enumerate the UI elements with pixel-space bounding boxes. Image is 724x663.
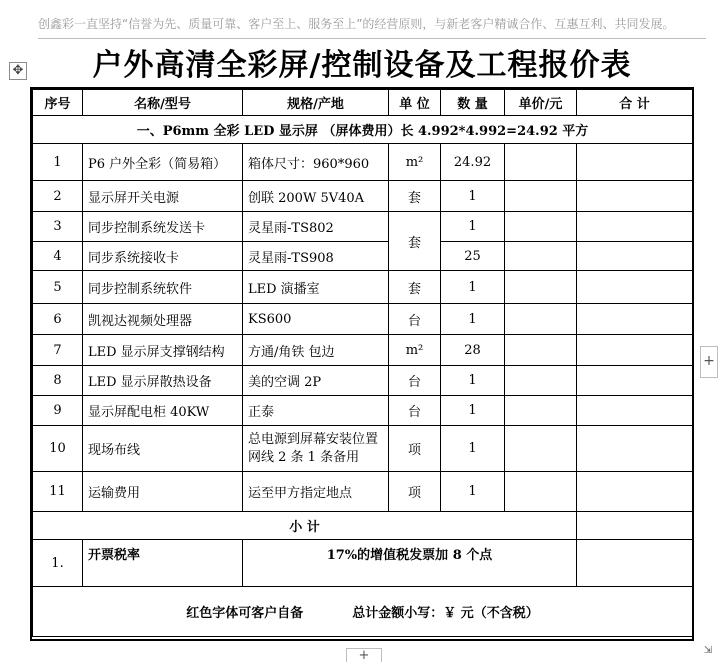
cell-spec: 正泰 bbox=[243, 396, 389, 426]
cell-price[interactable] bbox=[505, 271, 577, 304]
cell-price[interactable] bbox=[505, 472, 577, 512]
cell-qty: 1 bbox=[441, 366, 505, 396]
cell-unit: 项 bbox=[389, 472, 441, 512]
tax-no: 1. bbox=[33, 540, 83, 587]
cell-spec: LED 演播室 bbox=[243, 271, 389, 304]
cell-price[interactable] bbox=[505, 144, 577, 181]
subtotal-label: 小 计 bbox=[33, 512, 577, 540]
table-header-row bbox=[33, 90, 693, 116]
table-row bbox=[33, 144, 693, 181]
header-cell-unit: 单 位 bbox=[389, 90, 441, 116]
document-title: 户外高清全彩屏/控制设备及工程报价表 bbox=[92, 48, 632, 83]
table-row bbox=[33, 472, 693, 512]
cell-no: 11 bbox=[33, 472, 83, 512]
cell-unit: 台 bbox=[389, 366, 441, 396]
cell-name: 同步系统接收卡 bbox=[83, 242, 243, 271]
cell-name: 现场布线 bbox=[83, 426, 243, 472]
cell-total[interactable] bbox=[577, 335, 693, 366]
footer-row bbox=[33, 587, 693, 637]
cell-total[interactable] bbox=[577, 271, 693, 304]
cell-spec: 美的空调 2P bbox=[243, 366, 389, 396]
header-divider bbox=[38, 38, 706, 39]
cell-spec: 总电源到屏幕安装位置 网线 2 条 1 条备用 bbox=[243, 426, 389, 472]
cell-name: 同步控制系统发送卡 bbox=[83, 212, 243, 242]
cell-total[interactable] bbox=[577, 181, 693, 212]
cell-unit: 套 bbox=[389, 271, 441, 304]
cell-total[interactable] bbox=[577, 212, 693, 242]
cell-price[interactable] bbox=[505, 366, 577, 396]
cell-price[interactable] bbox=[505, 242, 577, 271]
cell-unit: 项 bbox=[389, 426, 441, 472]
cell-qty: 1 bbox=[441, 304, 505, 335]
cell-price[interactable] bbox=[505, 335, 577, 366]
cell-total[interactable] bbox=[577, 144, 693, 181]
cell-total[interactable] bbox=[577, 242, 693, 271]
cell-no: 7 bbox=[33, 335, 83, 366]
table-row bbox=[33, 396, 693, 426]
tax-label: 开票税率 bbox=[83, 540, 243, 587]
table-resize-corner-icon[interactable]: ⇲ bbox=[703, 645, 713, 656]
cell-unit: 套 bbox=[389, 181, 441, 212]
tax-value[interactable] bbox=[577, 540, 693, 587]
cell-qty: 1 bbox=[441, 181, 505, 212]
cell-price[interactable] bbox=[505, 304, 577, 335]
cell-no: 3 bbox=[33, 212, 83, 242]
header-cell-name: 名称/型号 bbox=[83, 90, 243, 116]
cell-qty: 1 bbox=[441, 271, 505, 304]
cell-unit: m² bbox=[389, 144, 441, 181]
cell-total[interactable] bbox=[577, 366, 693, 396]
cell-unit: 台 bbox=[389, 304, 441, 335]
cell-spec: 箱体尺寸：960*960 bbox=[243, 144, 389, 181]
table-row bbox=[33, 304, 693, 335]
table-row bbox=[33, 242, 693, 271]
cell-total[interactable] bbox=[577, 426, 693, 472]
header-cell-qty: 数 量 bbox=[441, 90, 505, 116]
cell-no: 5 bbox=[33, 271, 83, 304]
cell-qty: 1 bbox=[441, 426, 505, 472]
table-row bbox=[33, 426, 693, 472]
table-row bbox=[33, 181, 693, 212]
add-column-plus-icon[interactable]: + bbox=[700, 346, 718, 378]
cell-spec: KS600 bbox=[243, 304, 389, 335]
cell-qty: 24.92 bbox=[441, 144, 505, 181]
footer-note: 红色字体可客户自备 bbox=[186, 606, 304, 621]
table-row bbox=[33, 271, 693, 304]
cell-qty: 25 bbox=[441, 242, 505, 271]
table-row bbox=[33, 335, 693, 366]
cell-name: 显示屏配电柜 40KW bbox=[83, 396, 243, 426]
cell-name: 运输费用 bbox=[83, 472, 243, 512]
cell-name: 显示屏开关电源 bbox=[83, 181, 243, 212]
cell-spec: 方通/角铁 包边 bbox=[243, 335, 389, 366]
section-title: 一、P6mm 全彩 LED 显示屏 （屏体费用）长 4.992*4.992=24.92 平方 bbox=[33, 116, 693, 144]
cell-unit: 台 bbox=[389, 396, 441, 426]
cell-total[interactable] bbox=[577, 304, 693, 335]
cell-no: 9 bbox=[33, 396, 83, 426]
cell-total[interactable] bbox=[577, 472, 693, 512]
cell-name: LED 显示屏散热设备 bbox=[83, 366, 243, 396]
header-cell-total: 合 计 bbox=[577, 90, 693, 116]
cell-qty: 28 bbox=[441, 335, 505, 366]
footer-total-words: 总计金额小写：￥ 元（不含税） bbox=[352, 606, 539, 621]
table-move-handle-icon[interactable]: ✥ bbox=[9, 62, 27, 80]
cell-no: 10 bbox=[33, 426, 83, 472]
cell-spec: 灵星雨-TS908 bbox=[243, 242, 389, 271]
cell-price[interactable] bbox=[505, 426, 577, 472]
cell-price[interactable] bbox=[505, 396, 577, 426]
cell-spec: 创联 200W 5V40A bbox=[243, 181, 389, 212]
cell-no: 4 bbox=[33, 242, 83, 271]
quote-table bbox=[32, 89, 693, 637]
cell-name: 同步控制系统软件 bbox=[83, 271, 243, 304]
section-row bbox=[33, 116, 693, 144]
tax-description: 17%的增值税发票加 8 个点 bbox=[243, 540, 577, 587]
cell-price[interactable] bbox=[505, 181, 577, 212]
cell-total[interactable] bbox=[577, 396, 693, 426]
header-cell-price: 单价/元 bbox=[505, 90, 577, 116]
subtotal-row bbox=[33, 512, 693, 540]
header-cell-no: 序号 bbox=[33, 90, 83, 116]
cell-name: 凯视达视频处理器 bbox=[83, 304, 243, 335]
cell-no: 1 bbox=[33, 144, 83, 181]
cell-unit-merged: 套 bbox=[389, 212, 441, 271]
header-cell-spec: 规格/产地 bbox=[243, 90, 389, 116]
cell-unit: m² bbox=[389, 335, 441, 366]
cell-qty: 1 bbox=[441, 212, 505, 242]
table-row bbox=[33, 212, 693, 242]
cell-spec: 运至甲方指定地点 bbox=[243, 472, 389, 512]
cell-name: LED 显示屏支撑钢结构 bbox=[83, 335, 243, 366]
cell-price[interactable] bbox=[505, 212, 577, 242]
cell-spec: 灵星雨-TS802 bbox=[243, 212, 389, 242]
table-row bbox=[33, 366, 693, 396]
cell-no: 8 bbox=[33, 366, 83, 396]
footer-cell bbox=[33, 587, 693, 637]
cell-qty: 1 bbox=[441, 472, 505, 512]
subtotal-value[interactable] bbox=[577, 512, 693, 540]
cell-qty: 1 bbox=[441, 396, 505, 426]
add-row-plus-icon[interactable]: + bbox=[346, 648, 382, 662]
header-note: 创鑫彩一直坚持“信誉为先、质量可靠、客户至上、服务至上”的经营原则，与新老客户精诚合作、互惠互利、共同发展。 bbox=[38, 17, 675, 31]
cell-name: P6 户外全彩（简易箱） bbox=[83, 144, 243, 181]
cell-no: 6 bbox=[33, 304, 83, 335]
cell-no: 2 bbox=[33, 181, 83, 212]
tax-row bbox=[33, 540, 693, 587]
